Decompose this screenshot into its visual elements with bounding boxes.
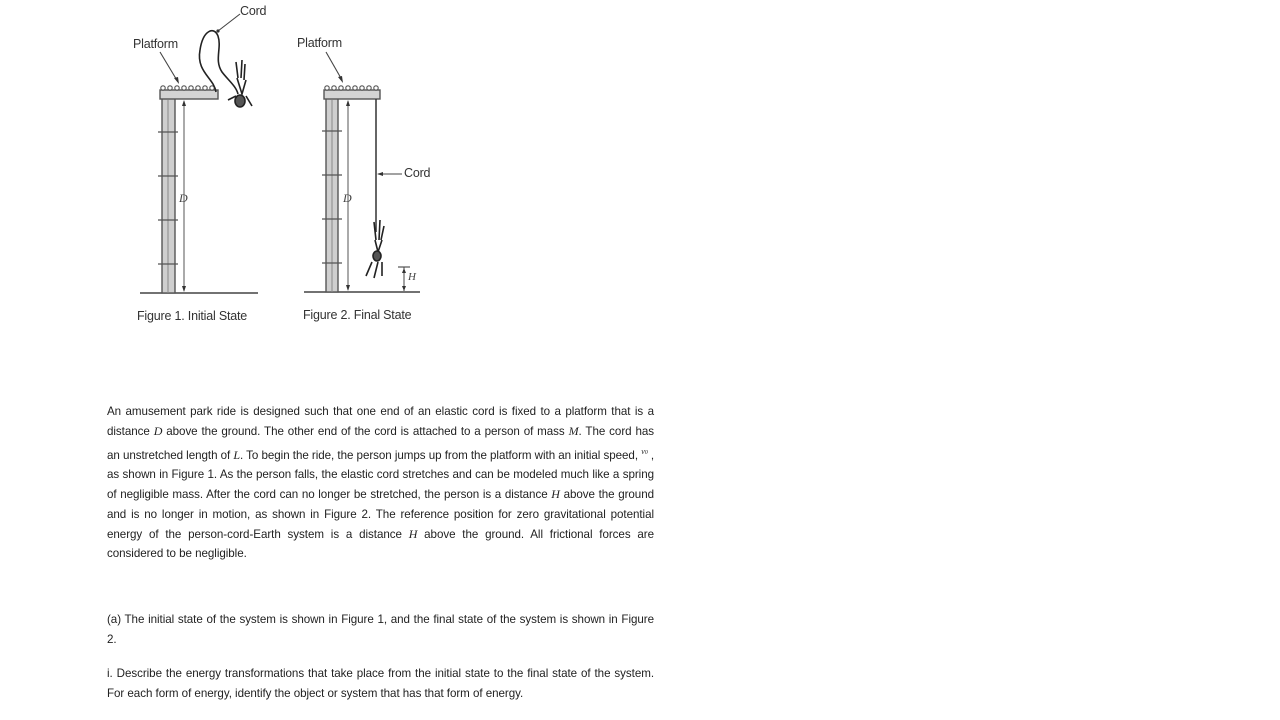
fig2-distance-label: D [343, 191, 352, 205]
fig2-cord-label: Cord [404, 166, 431, 180]
part-a-i-text: i. Describe the energy transformations that take place from the initial state to the final state of the system. For each form of energy, identify the object or system that has that form of energy. [107, 667, 654, 700]
fig2-height-label: H [408, 271, 416, 283]
fig2-caption: Figure 2. Final State [303, 308, 412, 322]
part-a-text: (a) The initial state of the system is shown in Figure 1, and the final state of the system is shown in Figure 2. [107, 613, 654, 646]
fig1-cord-label: Cord [240, 4, 267, 18]
fig1-distance-label: D [179, 191, 188, 205]
bungee-diagram [0, 0, 460, 340]
problem-intro [107, 402, 654, 564]
fig1-platform-label: Platform [133, 37, 178, 51]
initial-speed-symbol: v0 [641, 446, 648, 456]
fig1-caption: Figure 1. Initial State [137, 309, 248, 323]
part-a [107, 610, 654, 650]
fig2-platform-label: Platform [297, 36, 342, 50]
part-a-i [107, 664, 654, 704]
intro-paragraph: An amusement park ride is designed such that one end of an elastic cord is fixed to a platform that is a distance D above the ground. The other end of the cord is attached to a person of mass M. The cord has an unstretched length of L. To begin the ride, the person jumps up from the platform with an initial speed, $^{v0}$ , as shown in Figure 1. As the person falls, the elastic cord stretches and can be modeled much like a spring of negligible mass. After the cord can no longer be stretched, the person is a distance H above the ground and is no longer in motion, as shown in Figure 2. The reference position for zero gravitational potential energy of the person-cord-Earth system is a distance H above the ground. All frictional forces are considered to be negligible. [107, 405, 655, 561]
figures-area [0, 0, 460, 340]
